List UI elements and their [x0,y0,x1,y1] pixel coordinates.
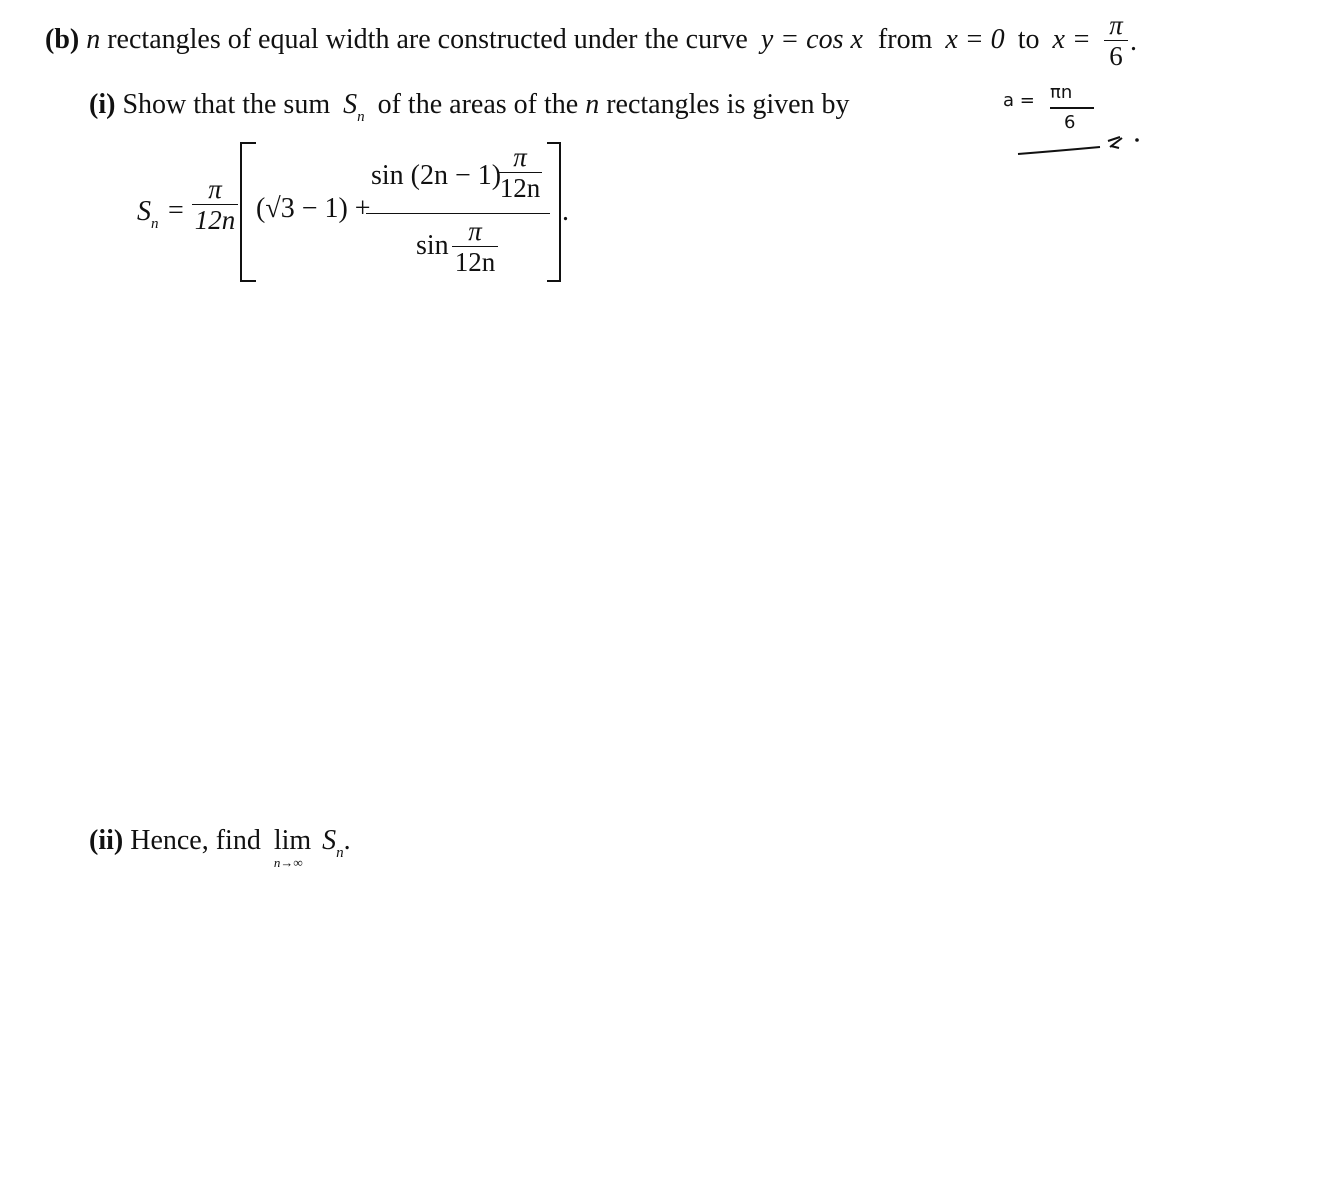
main-fraction-bar [366,213,550,214]
upper-limit-lhs: x = [1052,24,1091,55]
from-word: from [877,24,933,55]
handwritten-denominator: 6 [1064,112,1076,133]
part-ii-label: (ii) [89,825,124,856]
part-b-label: (b) [45,24,80,55]
part-b-period: . [1130,26,1137,57]
handwritten-fraction-bar [1050,107,1094,109]
part-i-text-1: Show that the sum [122,89,331,120]
upper-limit-numerator: π [1109,10,1123,40]
formula-period: . [562,196,569,227]
inner-denominator-prefix: sin [416,230,449,261]
formula-lhs: $S_n$ [137,196,159,232]
formula-equals: = [168,195,184,226]
handwritten-scribble-icon [1016,124,1146,160]
handwritten-numerator: πn [1050,82,1073,103]
sum-symbol: S [343,89,358,120]
limit-operator: lim n→∞ [273,825,312,870]
left-square-bracket [240,142,256,282]
inner-denominator-fraction: π 12n [452,218,498,275]
inner-numerator-fraction: π 12n [499,142,541,203]
right-square-bracket [547,142,561,282]
sum-subscript: n [357,109,365,125]
part-i-text-3: rectangles is given by [606,89,850,120]
part-i-text-2: of the areas of the [377,89,579,120]
inner-numerator-prefix: sin (2n − 1) [371,160,502,191]
part-ii-line: (ii) Hence, find lim n→∞ $S_n$. [89,825,351,870]
part-b-line [45,24,1091,56]
coefficient-fraction: π 12n [192,176,238,233]
upper-limit-fraction [1104,12,1128,69]
part-ii-text: Hence, find [130,825,261,856]
part-b-n-variable: n [86,24,101,55]
sqrt-term: (√3 − 1) + [256,193,371,224]
limit-variable: S [322,825,337,856]
part-i-line [89,89,850,125]
part-i-n-variable: n [585,89,600,120]
upper-limit-denominator: 6 [1109,41,1123,71]
limit-subscript: n→∞ [273,855,303,870]
curve-equation: y = cos x [760,24,863,55]
handwritten-lhs: a = [1003,90,1035,111]
lower-limit: x = 0 [945,24,1005,55]
part-i-label: (i) [89,89,116,120]
to-word: to [1017,24,1040,55]
part-b-text: rectangles of equal width are constructed under the curve [107,24,748,55]
